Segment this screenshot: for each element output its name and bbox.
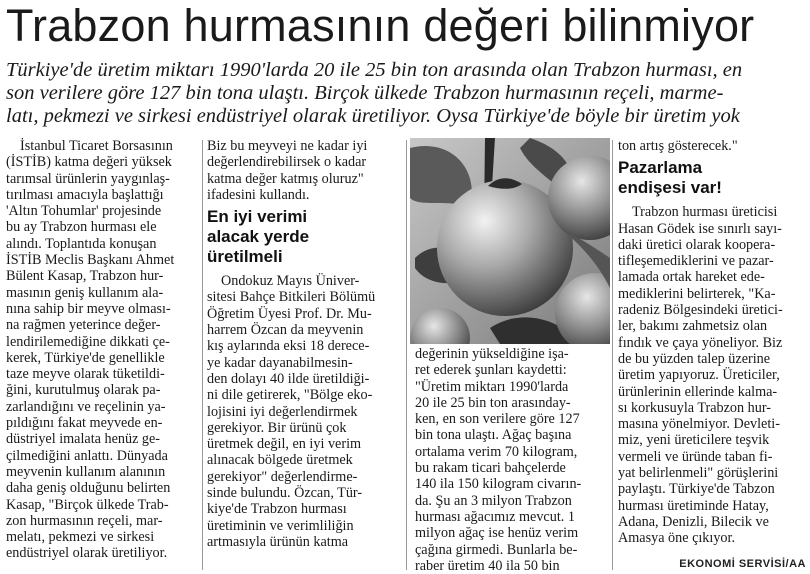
text-line: ni dile getirerek, "Bölge eko- [207, 387, 373, 404]
text-line: 20 ile 25 bin ton arasınday- [415, 394, 571, 411]
text-line: Hasan Gödek ise sınırlı sayı- [618, 220, 782, 237]
text-line: Biz bu meyveyi ne kadar iyi [207, 138, 368, 154]
text-line: ret ederek şunları kaydetti: [415, 362, 567, 379]
text-line: zarlandığını ve reçelinin ya- [6, 398, 166, 415]
text-line: ton artış gösterecek." [618, 138, 738, 154]
text-line: İSTİB Meclis Başkanı Ahmet [6, 252, 175, 269]
lead-line: son verilere göre 127 bin tona ulaştı. Birçok ülkede Trabzon hurmasının reçeli, marme- [6, 82, 724, 104]
text-line: ken, en son verilere göre 127 [415, 411, 580, 428]
subheading-marketing-concern [618, 158, 804, 198]
text-line: mediklerini belirterek, "Ka- [618, 285, 776, 302]
text-line: yat belirlenmeli" görüşlerini [618, 465, 779, 482]
text-line: sı korkusuyla Trabzon hur- [618, 399, 772, 416]
text-line: kerek, Türkiye'de genellikle [6, 349, 165, 366]
text-line: melatı, pekmezi ve sirkesi [6, 529, 155, 546]
text-line: de bu yüzden talep üzerine [618, 350, 771, 367]
text-line: tarımsal ürünlerin yaygınlaş- [6, 170, 170, 187]
news-agency-credit: EKONOMİ SERVİSİ/AA [679, 558, 806, 570]
text-line: tırılması amacıyla başlattığı [6, 186, 164, 203]
column-divider [406, 140, 407, 570]
text-line: Amasya öne çıkıyor. [618, 530, 736, 547]
text-line: endüstriyel olarak üretiliyor. [6, 545, 168, 562]
subheading-line: alacak yerde [207, 227, 310, 247]
text-line: ler, bakımı zahmetsiz olan [618, 318, 768, 335]
text-line: Bülent Kasap, Trabzon hur- [6, 268, 164, 285]
text-line: hurması üretiminde Hatay, [618, 497, 769, 514]
text-line: Adana, Denizli, Bilecik ve [618, 513, 769, 530]
text-line: bin tona ulaştı. Ağaç başına [415, 427, 572, 444]
text-line: miz, yeni üreticilere teşvik [618, 432, 770, 449]
column-1 [6, 138, 198, 562]
text-line: alındı. Toplantıda konuşan [6, 235, 157, 252]
text-line: (İSTİB) katma değeri yüksek [6, 154, 172, 171]
text-line: Trabzon hurması üreticisi [632, 204, 778, 221]
lead-paragraph [6, 59, 808, 128]
text-line: 'Altın Tohumlar' projesinde [6, 203, 162, 220]
persimmon-photo [410, 138, 610, 344]
text-line: sinde bulundu. Özcan, Tür- [207, 485, 363, 502]
text-line: ye kadar dayanabilmesin- [207, 354, 353, 371]
text-line: lamada ortak hareket ede- [618, 269, 765, 286]
subheading-line: Pazarlama [618, 158, 703, 178]
text-line: üretim yapıyoruz. Üreticiler, [618, 367, 780, 384]
text-line: artmasıyla ürünün katma [207, 533, 349, 550]
text-line: radeniz Bölgesindeki üretici- [618, 302, 783, 319]
text-line: "Üretim miktarı 1990'larda [415, 378, 569, 395]
text-line: bu rakam ticari bahçelerde [415, 460, 566, 477]
column-divider [202, 140, 203, 570]
text-line: lojisini iyi değerlendirmek [207, 403, 358, 420]
text-line: bu ay Trabzon hurması ele [6, 219, 157, 236]
text-line: da. Şu an 3 milyon Trabzon [415, 492, 572, 509]
lead-line: Türkiye'de üretim miktarı 1990'larda 20 ile 25 bin ton arasında olan Trabzon hurması, en [6, 59, 743, 81]
text-line: paylaştı. Türkiye'de Tabzon [618, 481, 775, 498]
text-line: tifleşemediklerini ve pazar- [618, 253, 774, 270]
text-line: üretiminin ve verimliliğin [207, 517, 354, 534]
text-line: nına sahip bir meyve olması- [6, 300, 171, 317]
subheading-best-yield [207, 207, 402, 267]
subheading-line: En iyi verimi [207, 207, 308, 227]
text-line: daha geniş olduğunu belirten [6, 480, 171, 497]
text-line: alınacak bölgede üretmek [207, 452, 353, 469]
subheading-line: üretilmeli [207, 247, 283, 267]
text-line: hurması ağacımız mevcut. 1 [415, 508, 575, 525]
headline: Trabzon hurmasının değeri bilinmiyor [6, 0, 755, 51]
subheading-line: endişesi var! [618, 178, 722, 198]
text-line: fındık ve çaya yöneliyor. Biz [618, 334, 783, 351]
text-line: değerlendirebilirsek o kadar [207, 154, 367, 171]
text-line: değerinin yükseldiğine işa- [415, 346, 569, 362]
text-line: 140 ila 150 kilogram civarın- [415, 476, 582, 493]
text-line: çağına girmedi. Bunlarla be- [415, 541, 578, 558]
text-line: İstanbul Ticaret Borsasının [20, 138, 173, 154]
persimmon-fruit-photo-icon [410, 138, 610, 344]
text-line: üretmek değil, en iyi verim [207, 436, 362, 453]
text-line: daki üretici olarak koopera- [618, 236, 776, 253]
lead-line: latı, pekmezi ve sirkesi endüstriyel olarak üretiliyor. Oysa Türkiye'de böyle bir üretim yok [6, 105, 740, 127]
text-line: kış aylarında eksi 18 derece- [207, 338, 370, 355]
text-line: ortalama verim 70 kilogram, [415, 443, 578, 460]
text-line: den dolayı 40 ilde üretildiği- [207, 370, 370, 387]
text-line: çilmediğini anlattı. Dünyada [6, 447, 168, 464]
text-line: gerekiyor" değerlendirme- [207, 468, 358, 485]
column-4 [618, 138, 804, 547]
text-line: masına yönelmiyor. Devleti- [618, 416, 780, 433]
text-line: kiye'de Trabzon hurması [207, 501, 347, 518]
text-line: Öğretim Üyesi Prof. Dr. Mu- [207, 305, 372, 322]
text-line: ğini, kurutulmuş olarak pa- [6, 382, 161, 399]
text-line: Kasap, "Birçok ülkede Trab- [6, 496, 169, 513]
text-line: pıldığını fakat meyvede en- [6, 415, 163, 432]
text-line: ürünlerinin ellerinde kalma- [618, 383, 778, 400]
text-line: harrem Özcan da meyvenin [207, 322, 364, 339]
text-line: zon hurmasının reçeli, mar- [6, 512, 163, 529]
text-line: düstriyel imalata henüz ge- [6, 431, 161, 448]
text-line: katma değer katmış oluruz" [207, 170, 364, 187]
text-line: sitesi Bahçe Bitkileri Bölümü [207, 289, 376, 306]
text-line: taze meyve olarak tüketildi- [6, 366, 165, 383]
text-line: masının geniş kullanım ala- [6, 284, 164, 301]
column-divider [612, 140, 613, 570]
text-line: milyon ağaç ise henüz verim [415, 525, 579, 542]
text-line: Ondokuz Mayıs Üniver- [221, 273, 360, 290]
column-3 [415, 346, 604, 574]
text-line: raber üretim 40 ila 50 bin [415, 557, 560, 574]
column-2 [207, 138, 402, 550]
text-line: lendirilemediğine dikkati çe- [6, 333, 170, 350]
text-line: na rağmen yeterince değer- [6, 317, 161, 334]
text-line: ifadesini kullandı. [207, 186, 310, 203]
text-line: meyvenin kullanım alanının [6, 463, 166, 480]
text-line: gerekiyor. Bir ürünü çok [207, 419, 347, 436]
text-line: vermeli ve üründe taban fi- [618, 448, 773, 465]
